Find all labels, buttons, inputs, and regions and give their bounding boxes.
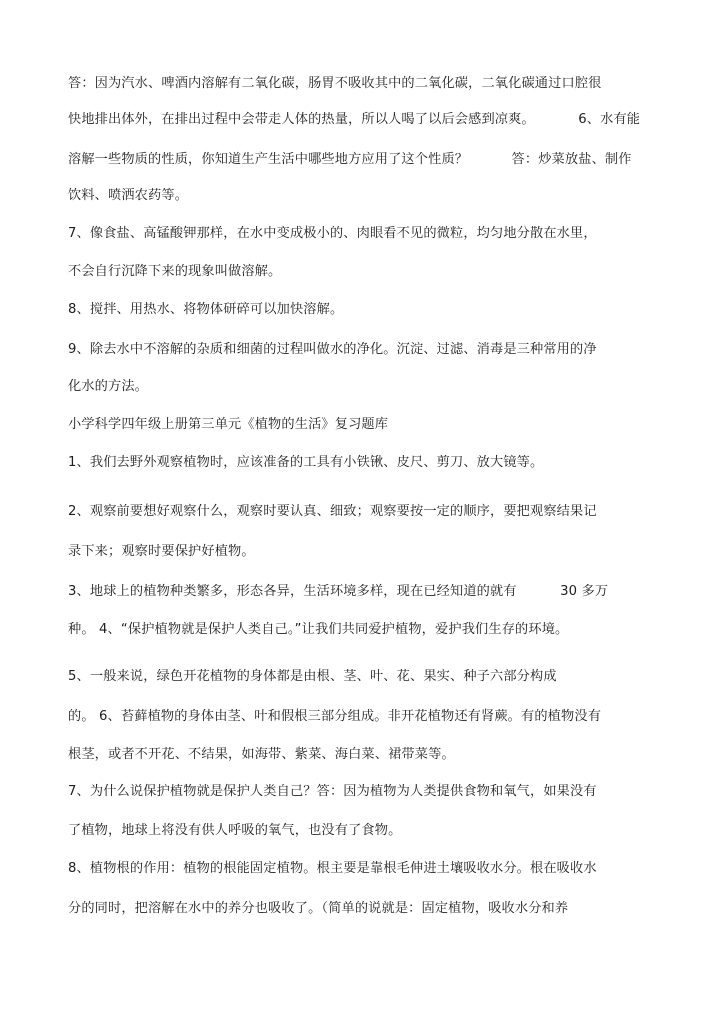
text-line: 种。 4、“保护植物就是保护人类自己。”让我们共同爱护植物，爱护我们生存的环境。 <box>68 622 569 637</box>
text-line: 7、为什么说保护植物就是保护人类自己？答：因为植物为人类提供食物和氧气，如果没有 <box>68 784 597 799</box>
text-line: 7、像食盐、高锰酸钾那样，在水中变成极小的、肉眼看不见的微粒，均匀地分散在水里， <box>68 226 597 241</box>
text-line: 饮料、喷洒农药等。 <box>68 188 189 203</box>
text-line: 8、植物根的作用：植物的根能固定植物。根主要是靠根毛伸进土壤吸收水分。根在吸收水 <box>68 861 597 876</box>
text-line: 录下来；观察时要保护好植物。 <box>68 544 255 559</box>
text-line: 了植物，地球上将没有供人呼吸的氧气，也没有了食物。 <box>68 823 402 838</box>
section-heading: 小学科学四年级上册第三单元《植物的生活》复习题库 <box>68 417 389 432</box>
text-line: 9、除去水中不溶解的杂质和细菌的过程叫做水的净化。沉淀、过滤、消毒是三种常用的净 <box>68 342 597 357</box>
text-line: 分的同时，把溶解在水中的养分也吸收了。（简单的说就是：固定植物，吸收水分和养 <box>68 901 569 916</box>
text-line: 5、一般来说，绿色开花植物的身体都是由根、茎、叶、花、果实、种子六部分构成 <box>68 669 557 684</box>
text-line: 1、我们去野外观察植物时，应该准备的工具有小铁锹、皮尺、剪刀、放大镜等。 <box>68 455 544 470</box>
text-line: 的。 6、苔藓植物的身体由茎、叶和假根三部分组成。非开花植物还有肾蕨。有的植物没有 <box>68 709 602 724</box>
text-line: 溶解一些物质的性质，你知道生产生活中哪些地方应用了这个性质？ 答：炒菜放盐、制作 <box>68 152 632 167</box>
text-line: 3、地球上的植物种类繁多，形态各异，生活环境多样，现在已经知道的就有 30 多万 <box>68 584 609 599</box>
text-line: 答：因为汽水、啤酒内溶解有二氧化碳，肠胃不吸收其中的二氧化碳，二氧化碳通过口腔很 <box>68 76 602 91</box>
text-line: 不会自行沉降下来的现象叫做溶解。 <box>68 264 282 279</box>
text-line: 快地排出体外，在排出过程中会带走人体的热量，所以人喝了以后会感到凉爽。 6、水有能 <box>68 112 641 127</box>
text-line: 8、搅拌、用热水、将物体研碎可以加快溶解。 <box>68 302 344 317</box>
text-line: 2、观察前要想好观察什么，观察时要认真、细致；观察要按一定的顺序，要把观察结果记 <box>68 504 597 519</box>
text-line: 根茎，或者不开花、不结果，如海带、紫菜、海白菜、裙带菜等。 <box>68 747 455 762</box>
text-line: 化水的方法。 <box>68 379 149 394</box>
